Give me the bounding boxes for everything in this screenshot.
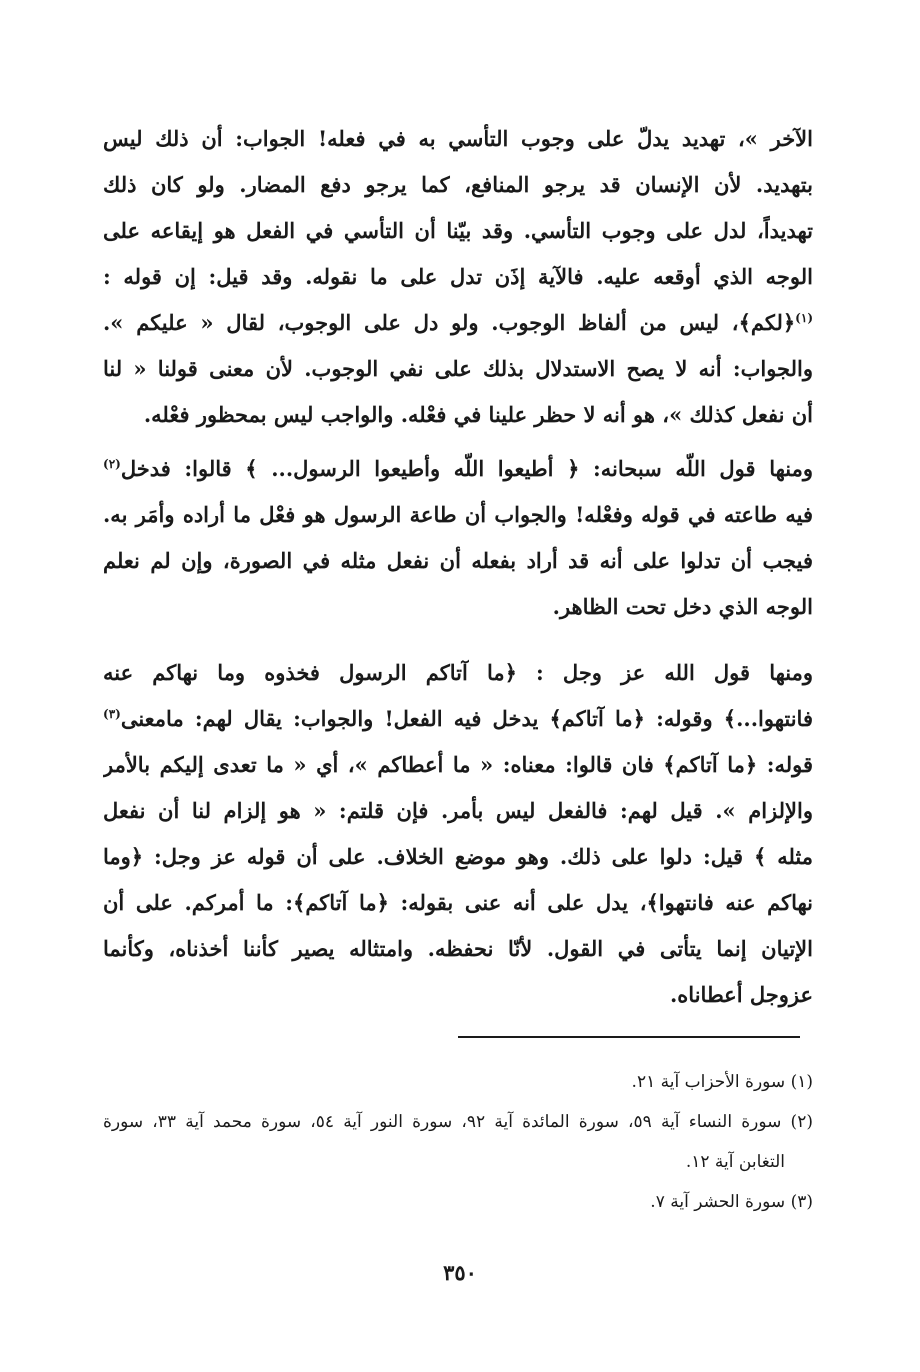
text-line: الوجه الذي أوقعه عليه. فالآية إذَن تدل على ما نقوله. وقد قيل: إن قوله : xyxy=(103,264,813,289)
text-line-content: فانتهوا...﴾ وقوله: ﴿ما آتاكم﴾ يدخل فيه الفعل! والجواب: يقال لهم: مامعنى xyxy=(120,706,813,731)
footnotes xyxy=(103,1062,813,1222)
text-line: قوله: ﴿ما آتاكم﴾ فان قالوا: معناه: « ما أعطاكم »، أي « ما تعدى إليكم بالأمر xyxy=(103,752,813,777)
footnote-3: (٣) سورة الحشر آية ٧. xyxy=(650,1192,813,1212)
footnote-mark-3: (٣) xyxy=(103,707,121,721)
text-line: نهاكم عنه فانتهوا﴾، يدل على أنه عنى بقوله: ﴿ما آتاكم﴾: ما أمركم. على أن xyxy=(103,890,813,915)
text-line: ومنها قول الله عز وجل : ﴿ما آتاكم الرسول فخذوه وما نهاكم عنه xyxy=(103,660,813,685)
text-line: عزوجل أعطاناه. xyxy=(669,982,813,1007)
text-line-content: ومنها قول اللّه سبحانه: ﴿ أطيعوا اللّه وأطيعوا الرسول... ﴾ قالوا: فدخل xyxy=(120,456,813,481)
page-number: ٣٥٠ xyxy=(443,1260,477,1285)
paragraph-2 xyxy=(103,446,813,630)
text-line: فيجب أن تدلوا على أنه قد أراد بفعله أن نفعل مثله في الصورة، وإن لم نعلم xyxy=(103,548,813,573)
footnote-separator xyxy=(458,1036,800,1038)
text-line: والجواب: أنه لا يصح الاستدلال بذلك على نفي الوجوب. لأن معنى قولنا « لنا xyxy=(103,356,813,381)
text-line: أن نفعل كذلك »، هو أنه لا حظر علينا في فعْله. والواجب ليس بمحظور فعْله. xyxy=(143,402,813,427)
text-line: الإتيان إنما يتأتى في القول. لأنّا نحفظه. وامتثاله يصير كأننا أخذناه، وكأنما xyxy=(103,936,813,961)
footnote-1: (١) سورة الأحزاب آية ٢١. xyxy=(631,1072,813,1092)
text-line: تهديداً، لدل على وجوب التأسي. وقد بيّنا أن التأسي في الفعل هو إيقاعه على xyxy=(103,218,813,243)
footnote-2: (٢) سورة النساء آية ٥٩، سورة المائدة آية ٩٢، سورة النور آية ٥٤، سورة محمد آية ٣٣، سورة xyxy=(103,1112,813,1132)
text-line: مثله ﴾ قيل: دلوا على ذلك. وهو موضع الخلاف. على أن قوله عز وجل: ﴿وما xyxy=(103,844,813,869)
footnote-mark-1: (١) xyxy=(795,311,813,325)
text-line-with-footnote xyxy=(103,696,813,742)
text-line-content: ﴿لكم﴾، ليس من ألفاظ الوجوب. ولو دل على الوجوب، لقال « عليكم ». xyxy=(103,310,796,335)
paragraph-1 xyxy=(103,116,813,438)
text-line-with-footnote xyxy=(103,300,813,346)
text-line: بتهديد. لأن الإنسان قد يرجو المنافع، كما يرجو دفع المضار. ولو كان ذلك xyxy=(103,172,813,197)
footnote-mark-2: (٢) xyxy=(103,457,121,471)
text-line: الآخر »، تهديد يدلّ على وجوب التأسي به في فعله! الجواب: أن ذلك ليس xyxy=(103,126,813,151)
footnote-2-continued: التغابن آية ١٢. xyxy=(685,1152,785,1172)
text-line: فيه طاعته في قوله وفعْله! والجواب أن طاعة الرسول هو فعْل ما أراده وأمَر به. xyxy=(103,502,813,527)
text-line: والإلزام ». قيل لهم: فالفعل ليس بأمر. فإن قلتم: « هو إلزام لنا أن نفعل xyxy=(103,798,813,823)
text-line-with-footnote xyxy=(103,446,813,492)
text-line: الوجه الذي دخل تحت الظاهر. xyxy=(552,594,813,619)
paragraph-3 xyxy=(103,650,813,1018)
